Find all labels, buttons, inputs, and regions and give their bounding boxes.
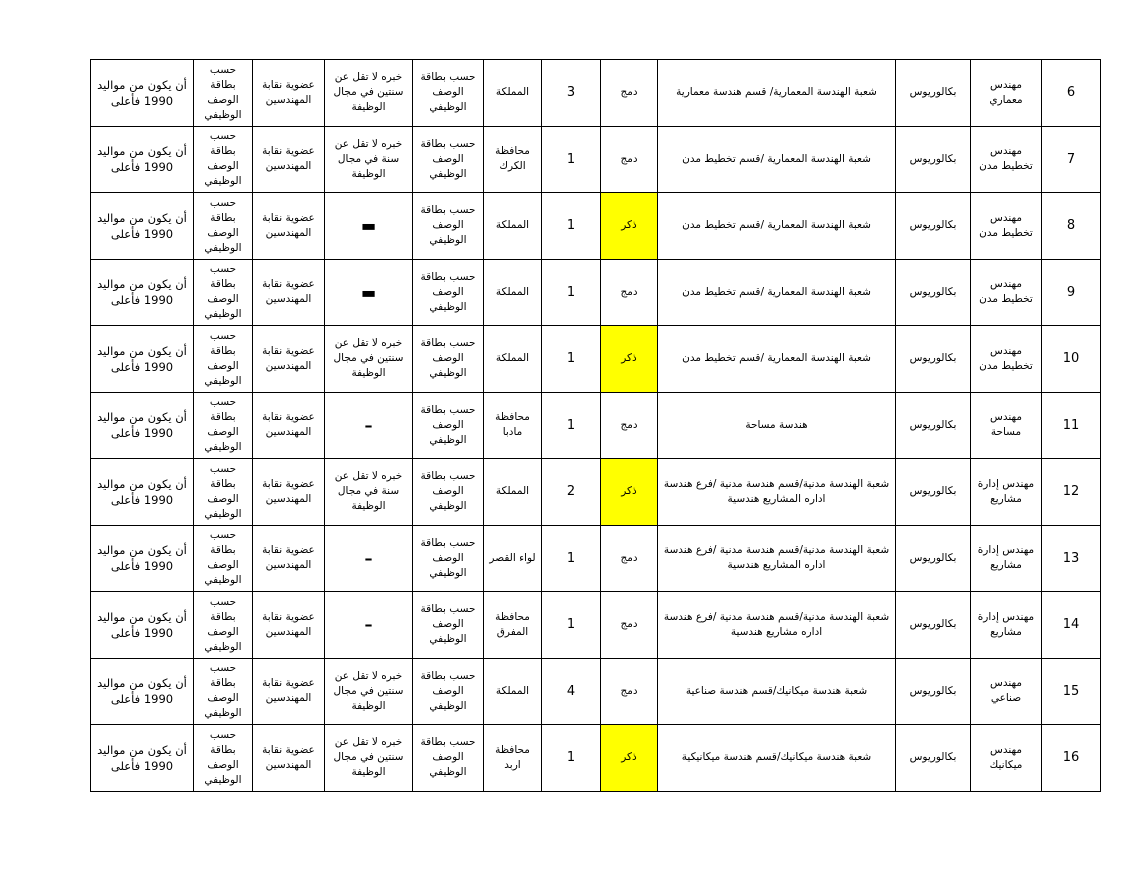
membership-cell: عضوية نقابة المهندسين bbox=[253, 392, 325, 459]
location-cell: المملكة bbox=[484, 60, 542, 127]
membership-cell: عضوية نقابة المهندسين bbox=[253, 193, 325, 260]
location-cell: محافظة المفرق bbox=[484, 592, 542, 659]
count-cell: 1 bbox=[542, 592, 601, 659]
age-condition-cell: أن يكون من مواليد 1990 فأعلى bbox=[91, 126, 194, 193]
gender-cell: دمج bbox=[601, 592, 658, 659]
location-cell: المملكة bbox=[484, 193, 542, 260]
job-title-cell: مهندس إدارة مشاريع bbox=[971, 525, 1042, 592]
gender-cell: دمج bbox=[601, 392, 658, 459]
membership-cell: عضوية نقابة المهندسين bbox=[253, 60, 325, 127]
location-cell: محافظة مادبا bbox=[484, 392, 542, 459]
location-cell: المملكة bbox=[484, 459, 542, 526]
location-cell: محافظة الكرك bbox=[484, 126, 542, 193]
job-description-cell: حسب بطاقة الوصف الوظيفي bbox=[413, 259, 484, 326]
count-cell: 1 bbox=[542, 392, 601, 459]
count-cell: 2 bbox=[542, 459, 601, 526]
row-number-cell: 11 bbox=[1042, 392, 1101, 459]
experience-cell: خبره لا تقل عن سنتين في مجال الوظيفة bbox=[325, 725, 413, 792]
count-cell: 1 bbox=[542, 259, 601, 326]
specialization-cell: شعبة الهندسة المعمارية /قسم تخطيط مدن bbox=[658, 193, 896, 260]
age-condition-cell: أن يكون من مواليد 1990 فأعلى bbox=[91, 459, 194, 526]
table-row bbox=[91, 126, 1101, 193]
gender-cell: دمج bbox=[601, 658, 658, 725]
membership-cell: عضوية نقابة المهندسين bbox=[253, 459, 325, 526]
age-condition-cell: أن يكون من مواليد 1990 فأعلى bbox=[91, 658, 194, 725]
skills-cell: حسب بطاقة الوصف الوظيفي bbox=[194, 658, 253, 725]
table-row bbox=[91, 326, 1101, 393]
job-description-cell: حسب بطاقة الوصف الوظيفي bbox=[413, 658, 484, 725]
experience-cell: ▬ bbox=[325, 193, 413, 260]
job-description-cell: حسب بطاقة الوصف الوظيفي bbox=[413, 392, 484, 459]
specialization-cell: شعبة الهندسة مدنية/قسم هندسة مدنية /فرع هندسة اداره المشاريع هندسية bbox=[658, 459, 896, 526]
job-description-cell: حسب بطاقة الوصف الوظيفي bbox=[413, 459, 484, 526]
membership-cell: عضوية نقابة المهندسين bbox=[253, 658, 325, 725]
count-cell: 4 bbox=[542, 658, 601, 725]
row-number-cell: 13 bbox=[1042, 525, 1101, 592]
job-title-cell: مهندس إدارة مشاريع bbox=[971, 592, 1042, 659]
skills-cell: حسب بطاقة الوصف الوظيفي bbox=[194, 725, 253, 792]
gender-cell: دمج bbox=[601, 126, 658, 193]
gender-cell: دمج bbox=[601, 259, 658, 326]
row-number-cell: 10 bbox=[1042, 326, 1101, 393]
skills-cell: حسب بطاقة الوصف الوظيفي bbox=[194, 60, 253, 127]
count-cell: 1 bbox=[542, 193, 601, 260]
location-cell: محافظة اربد bbox=[484, 725, 542, 792]
degree-cell: بكالوريوس bbox=[896, 658, 971, 725]
degree-cell: بكالوريوس bbox=[896, 592, 971, 659]
skills-cell: حسب بطاقة الوصف الوظيفي bbox=[194, 525, 253, 592]
degree-cell: بكالوريوس bbox=[896, 326, 971, 393]
membership-cell: عضوية نقابة المهندسين bbox=[253, 725, 325, 792]
degree-cell: بكالوريوس bbox=[896, 525, 971, 592]
count-cell: 1 bbox=[542, 126, 601, 193]
age-condition-cell: أن يكون من مواليد 1990 فأعلى bbox=[91, 725, 194, 792]
count-cell: 1 bbox=[542, 326, 601, 393]
gender-cell: دمج bbox=[601, 60, 658, 127]
age-condition-cell: أن يكون من مواليد 1990 فأعلى bbox=[91, 259, 194, 326]
table-row bbox=[91, 658, 1101, 725]
experience-cell: خبره لا تقل عن سنتين في مجال الوظيفة bbox=[325, 658, 413, 725]
job-description-cell: حسب بطاقة الوصف الوظيفي bbox=[413, 126, 484, 193]
age-condition-cell: أن يكون من مواليد 1990 فأعلى bbox=[91, 326, 194, 393]
location-cell: المملكة bbox=[484, 326, 542, 393]
job-title-cell: مهندس مساحة bbox=[971, 392, 1042, 459]
membership-cell: عضوية نقابة المهندسين bbox=[253, 259, 325, 326]
table-row bbox=[91, 459, 1101, 526]
location-cell: لواء القصر bbox=[484, 525, 542, 592]
job-description-cell: حسب بطاقة الوصف الوظيفي bbox=[413, 592, 484, 659]
degree-cell: بكالوريوس bbox=[896, 259, 971, 326]
skills-cell: حسب بطاقة الوصف الوظيفي bbox=[194, 193, 253, 260]
job-description-cell: حسب بطاقة الوصف الوظيفي bbox=[413, 60, 484, 127]
location-cell: المملكة bbox=[484, 259, 542, 326]
job-title-cell: مهندس تخطيط مدن bbox=[971, 259, 1042, 326]
count-cell: 1 bbox=[542, 725, 601, 792]
count-cell: 1 bbox=[542, 525, 601, 592]
job-description-cell: حسب بطاقة الوصف الوظيفي bbox=[413, 725, 484, 792]
specialization-cell: شعبة هندسة ميكانيك/قسم هندسة صناعية bbox=[658, 658, 896, 725]
degree-cell: بكالوريوس bbox=[896, 392, 971, 459]
row-number-cell: 9 bbox=[1042, 259, 1101, 326]
gender-cell: ذكر bbox=[601, 193, 658, 260]
job-description-cell: حسب بطاقة الوصف الوظيفي bbox=[413, 326, 484, 393]
row-number-cell: 14 bbox=[1042, 592, 1101, 659]
degree-cell: بكالوريوس bbox=[896, 126, 971, 193]
age-condition-cell: أن يكون من مواليد 1990 فأعلى bbox=[91, 592, 194, 659]
specialization-cell: شعبة الهندسة المعمارية/ قسم هندسة معمارية bbox=[658, 60, 896, 127]
skills-cell: حسب بطاقة الوصف الوظيفي bbox=[194, 326, 253, 393]
skills-cell: حسب بطاقة الوصف الوظيفي bbox=[194, 592, 253, 659]
table-row bbox=[91, 60, 1101, 127]
membership-cell: عضوية نقابة المهندسين bbox=[253, 525, 325, 592]
degree-cell: بكالوريوس bbox=[896, 459, 971, 526]
skills-cell: حسب بطاقة الوصف الوظيفي bbox=[194, 392, 253, 459]
job-title-cell: مهندس صناعي bbox=[971, 658, 1042, 725]
table-row bbox=[91, 592, 1101, 659]
gender-cell: ذكر bbox=[601, 326, 658, 393]
job-title-cell: مهندس تخطيط مدن bbox=[971, 326, 1042, 393]
table-row bbox=[91, 259, 1101, 326]
table-row bbox=[91, 193, 1101, 260]
membership-cell: عضوية نقابة المهندسين bbox=[253, 126, 325, 193]
row-number-cell: 16 bbox=[1042, 725, 1101, 792]
skills-cell: حسب بطاقة الوصف الوظيفي bbox=[194, 259, 253, 326]
row-number-cell: 15 bbox=[1042, 658, 1101, 725]
experience-cell: خبره لا تقل عن سنتين في مجال الوظيفة bbox=[325, 60, 413, 127]
specialization-cell: شعبة الهندسة المعمارية /قسم تخطيط مدن bbox=[658, 326, 896, 393]
specialization-cell: شعبة الهندسة المعمارية /قسم تخطيط مدن bbox=[658, 126, 896, 193]
job-title-cell: مهندس تخطيط مدن bbox=[971, 193, 1042, 260]
experience-cell: خبره لا تقل عن سنة في مجال الوظيفة bbox=[325, 459, 413, 526]
job-description-cell: حسب بطاقة الوصف الوظيفي bbox=[413, 193, 484, 260]
location-cell: المملكة bbox=[484, 658, 542, 725]
experience-cell: – bbox=[325, 525, 413, 592]
job-title-cell: مهندس إدارة مشاريع bbox=[971, 459, 1042, 526]
age-condition-cell: أن يكون من مواليد 1990 فأعلى bbox=[91, 525, 194, 592]
skills-cell: حسب بطاقة الوصف الوظيفي bbox=[194, 126, 253, 193]
row-number-cell: 6 bbox=[1042, 60, 1101, 127]
gender-cell: ذكر bbox=[601, 459, 658, 526]
age-condition-cell: أن يكون من مواليد 1990 فأعلى bbox=[91, 193, 194, 260]
degree-cell: بكالوريوس bbox=[896, 193, 971, 260]
job-title-cell: مهندس ميكانيك bbox=[971, 725, 1042, 792]
job-description-cell: حسب بطاقة الوصف الوظيفي bbox=[413, 525, 484, 592]
table-row bbox=[91, 725, 1101, 792]
age-condition-cell: أن يكون من مواليد 1990 فأعلى bbox=[91, 392, 194, 459]
experience-cell: خبره لا تقل عن سنة في مجال الوظيفة bbox=[325, 126, 413, 193]
experience-cell: ▬ bbox=[325, 259, 413, 326]
membership-cell: عضوية نقابة المهندسين bbox=[253, 592, 325, 659]
row-number-cell: 8 bbox=[1042, 193, 1101, 260]
experience-cell: خبره لا تقل عن سنتين في مجال الوظيفة bbox=[325, 326, 413, 393]
table-row bbox=[91, 525, 1101, 592]
skills-cell: حسب بطاقة الوصف الوظيفي bbox=[194, 459, 253, 526]
experience-cell: – bbox=[325, 392, 413, 459]
specialization-cell: شعبة هندسة ميكانيك/قسم هندسة ميكانيكية bbox=[658, 725, 896, 792]
table-body bbox=[91, 60, 1101, 792]
degree-cell: بكالوريوس bbox=[896, 725, 971, 792]
specialization-cell: هندسة مساحة bbox=[658, 392, 896, 459]
degree-cell: بكالوريوس bbox=[896, 60, 971, 127]
table-row bbox=[91, 392, 1101, 459]
experience-cell: – bbox=[325, 592, 413, 659]
gender-cell: دمج bbox=[601, 525, 658, 592]
age-condition-cell: أن يكون من مواليد 1990 فأعلى bbox=[91, 60, 194, 127]
job-title-cell: مهندس تخطيط مدن bbox=[971, 126, 1042, 193]
membership-cell: عضوية نقابة المهندسين bbox=[253, 326, 325, 393]
job-title-cell: مهندس معماري bbox=[971, 60, 1042, 127]
row-number-cell: 7 bbox=[1042, 126, 1101, 193]
specialization-cell: شعبة الهندسة مدنية/قسم هندسة مدنية /فرع هندسة اداره مشاريع هندسية bbox=[658, 592, 896, 659]
jobs-table bbox=[90, 59, 1101, 792]
row-number-cell: 12 bbox=[1042, 459, 1101, 526]
specialization-cell: شعبة الهندسة المعمارية /قسم تخطيط مدن bbox=[658, 259, 896, 326]
specialization-cell: شعبة الهندسة مدنية/قسم هندسة مدنية /فرع هندسة اداره المشاريع هندسية bbox=[658, 525, 896, 592]
count-cell: 3 bbox=[542, 60, 601, 127]
gender-cell: ذكر bbox=[601, 725, 658, 792]
